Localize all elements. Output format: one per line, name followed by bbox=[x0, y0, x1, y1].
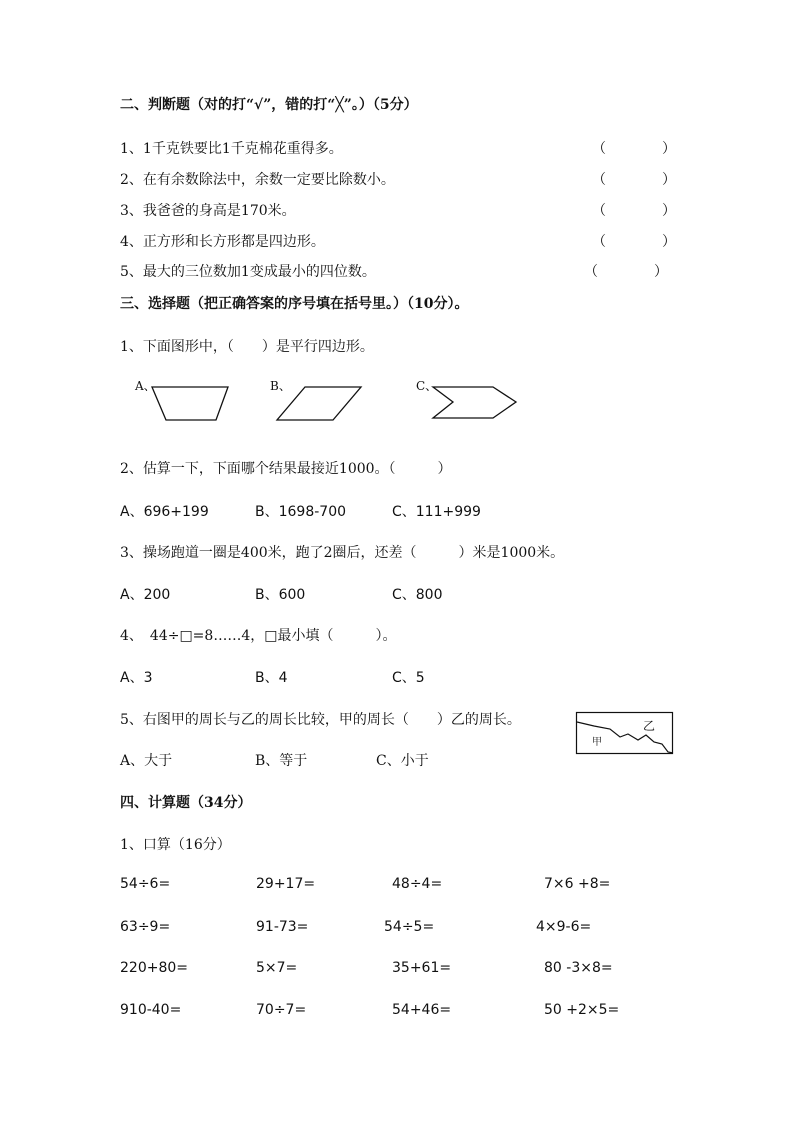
calc-r1-c4: 7×6 +8= bbox=[544, 876, 611, 892]
figure-label-yi: 乙 bbox=[643, 719, 656, 733]
q4-option-a[interactable]: A、3 bbox=[120, 670, 153, 686]
q3-option-a[interactable]: A、200 bbox=[120, 587, 171, 603]
calc-r4-c1: 910-40= bbox=[120, 1002, 182, 1018]
calc-r2-c3: 54÷5= bbox=[384, 919, 435, 935]
judge-item-3: 3、我爸爸的身高是170米。 bbox=[120, 203, 296, 219]
shape-c-label: C、 bbox=[416, 379, 438, 393]
section-2-title: 二、判断题（对的打“√”，错的打“╳”。）（5分） bbox=[120, 97, 418, 113]
judge-item-5: 5、最大的三位数加1变成最小的四位数。 bbox=[120, 264, 376, 280]
calc-r3-c2: 5×7= bbox=[256, 960, 298, 976]
calc-r1-c3: 48÷4= bbox=[392, 876, 443, 892]
parallelogram-shape-icon bbox=[275, 384, 365, 424]
section-3-title: 三、选择题（把正确答案的序号填在括号里。）（10分）。 bbox=[120, 296, 469, 312]
calc-r2-c4: 4×9-6= bbox=[536, 919, 592, 935]
calc-r2-c2: 91-73= bbox=[256, 919, 309, 935]
judge-blank-5[interactable]: （ ） bbox=[584, 264, 668, 280]
calc-r4-c4: 50 +2×5= bbox=[544, 1002, 620, 1018]
judge-item-2: 2、在有余数除法中，余数一定要比除数小。 bbox=[120, 172, 395, 188]
q5-option-a[interactable]: A、大于 bbox=[120, 753, 173, 769]
calc-r1-c1: 54÷6= bbox=[120, 876, 171, 892]
q2-option-a[interactable]: A、696+199 bbox=[120, 504, 209, 520]
judge-blank-1[interactable]: （ ） bbox=[592, 141, 676, 157]
trapezoid-shape-icon bbox=[150, 384, 232, 424]
q3-option-c[interactable]: C、800 bbox=[392, 587, 443, 603]
q5-option-c[interactable]: C、小于 bbox=[376, 753, 429, 769]
judge-blank-4[interactable]: （ ） bbox=[592, 234, 676, 250]
q3-option-b[interactable]: B、600 bbox=[255, 587, 306, 603]
calc-r3-c3: 35+61= bbox=[392, 960, 452, 976]
mental-math-subtitle: 1、口算（16分） bbox=[120, 837, 231, 853]
shape-a-label: A、 bbox=[135, 379, 156, 393]
q4-option-b[interactable]: B、4 bbox=[255, 670, 288, 686]
judge-item-4: 4、正方形和长方形都是四边形。 bbox=[120, 234, 325, 250]
calc-r3-c4: 80 -3×8= bbox=[544, 960, 613, 976]
shape-b-label: B、 bbox=[270, 379, 291, 393]
q4-option-c[interactable]: C、5 bbox=[392, 670, 425, 686]
calc-r1-c2: 29+17= bbox=[256, 876, 316, 892]
choice-q4-text: 4、 44÷□=8……4，□最小填（ ）。 bbox=[120, 628, 397, 644]
choice-q1-text: 1、下面图形中，（ ）是平行四边形。 bbox=[120, 339, 374, 355]
calc-r2-c1: 63÷9= bbox=[120, 919, 171, 935]
section-4-title: 四、计算题（34分） bbox=[120, 795, 252, 811]
q2-option-b[interactable]: B、1698-700 bbox=[255, 504, 347, 520]
calc-r4-c2: 70÷7= bbox=[256, 1002, 307, 1018]
choice-q2-text: 2、估算一下，下面哪个结果最接近1000。（ ） bbox=[120, 461, 452, 477]
judge-item-1: 1、1千克铁要比1千克棉花重得多。 bbox=[120, 141, 343, 157]
q5-option-b[interactable]: B、等于 bbox=[255, 753, 308, 769]
judge-blank-3[interactable]: （ ） bbox=[592, 203, 676, 219]
calc-r3-c1: 220+80= bbox=[120, 960, 188, 976]
choice-q3-text: 3、操场跑道一圈是400米，跑了2圈后，还差（ ）米是1000米。 bbox=[120, 545, 565, 561]
arrow-pentagon-shape-icon bbox=[425, 384, 520, 424]
choice-q5-text: 5、右图甲的周长与乙的周长比较，甲的周长（ ）乙的周长。 bbox=[120, 712, 521, 728]
q2-option-c[interactable]: C、111+999 bbox=[392, 504, 481, 520]
judge-blank-2[interactable]: （ ） bbox=[592, 172, 676, 188]
calc-r4-c3: 54+46= bbox=[392, 1002, 452, 1018]
figure-label-jia: 甲 bbox=[592, 737, 602, 748]
perimeter-comparison-figure-icon bbox=[576, 712, 674, 755]
